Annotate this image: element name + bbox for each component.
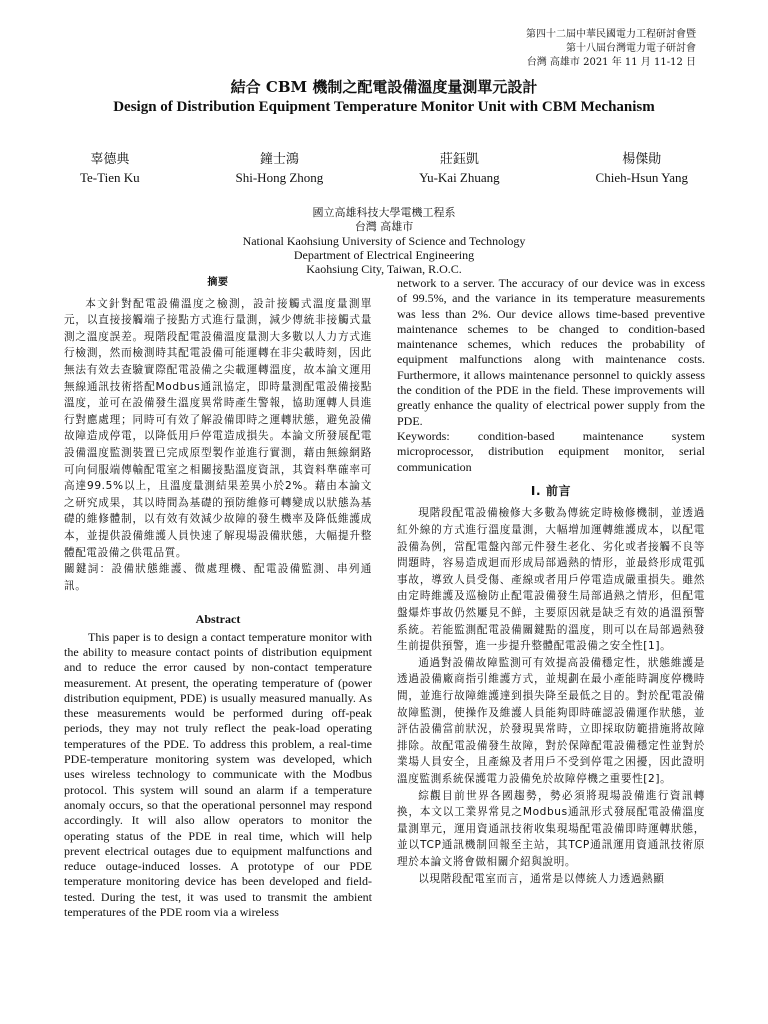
abstract-chinese-body: 本文針對配電設備溫度之檢測，設計接觸式溫度量測單元，以直接接觸端子接點方式進行量測，減少傳統非接觸式量測之溫度誤差。現階段配電設備溫度量測大多數以人力方式進行檢測，然而檢測時其配電設備可能運轉在非尖載時刻，因此無法有效去查驗實際配電設備之尖載運轉溫度，故本論文運用無線通訊技術搭配Modbus通訊協定，即時量測配電設備接點溫度，並可在設備發生溫度異常時產生警報，協助運轉人員進行對應處理；同時可有效了解設備即時之運轉狀態，避免設備故障造成停電，以降低用戶停電造成損失。本論文所發展配電設備溫度監測裝置已完成原型製作並進行實測，藉由無線網路可向伺服端傳輸配電室之相關接點溫度資訊，其資料準確率可高達99.5%以上，且溫度量測結果差異小於2%。藉由本論文之研究成果，其以時間為基礎的預防維修可轉變成以狀態為基礎的維修體制，以有效有效減少故障的發生機率及降低維護成本，並提供設備維護人員快速了解現場設備狀態，大幅提升整體配電設備之供電品質。 [64, 297, 372, 559]
section-1-paragraph-4: 以現階段配電室而言，通常是以傳統人力透過熱顯 [418, 872, 665, 885]
abstract-english-body-left: This paper is to design a contact temperature monitor with the ability to measure contact points of distribution equipment and to reduce the error caused by non-contact temperature measurement. At present, the operating temperature of (power distribution equipment, PDE) is usually measured manually. As these measurements would be performed during off-peak periods, they may not truly reflect the peak-load operating temperatures of the PDE. To address this problem, a real-time PDE-temperature monitoring system was developed, which uses wireless technology to communicate with the Modbus protocol. This system will sound an alarm if a temperature anomaly occurs, so that the operational personnel may respond accordingly. It will also allow operators to monitor the operating status of the PDE in real time, which will help prevent electrical outages due to equipment malfunctions and reduce outage-induced losses. A prototype of our PDE temperature monitoring device has been developed and field-tested. During the test, it was used to transmit the ambient temperatures of the PDE room via a wireless [64, 629, 372, 920]
section-1-paragraph-3: 綜觀目前世界各國趨勢，勢必須將現場設備進行資訊轉換，本文以工業界常見之Modbus通訊形式發展配電設備溫度量測單元，運用資通訊技術收集現場配電設備即時運轉狀態，並以TCP通訊機制回報至主站，其TCP通訊運用資通訊技術原理於本論文將會做相關介紹與說明。 [397, 789, 705, 868]
author-name-chinese: 鐘士鴻 [259, 152, 299, 167]
section-1-paragraph-1: 現階段配電設備檢修大多數為傳統定時檢修機制，並透過紅外線的方式進行溫度量測，大幅增加運轉維護成本，以配電設備為例，當配電盤內部元件發生老化、劣化或者接觸不良等問題時，容易造成迴而形成局部過熱的情形，並最終形成電弧事故，導致人員受傷、產線或者用戶停電造成嚴重損失。雖然由定時維護及巡檢防止配電設備發生局部過熱之情形，但配電盤爆炸事故仍然屢見不鮮，主要原因就是缺乏有效的過溫預警系統。若能監測配電設備關鍵點的溫度，則可以在局部過熱發生前提供預警，進一步提升整體配電設備之安全性[1]。 [397, 507, 705, 653]
conference-line-2: 第十八屆台灣電力電子研討會 [566, 43, 696, 54]
conference-line-3: 台灣 高雄市 2021 年 11 月 11-12 日 [526, 57, 696, 68]
paper-title-chinese: 結合 CBM 機制之配電設備溫度量測單元設計 [230, 78, 538, 96]
abstract-chinese-heading: 摘要 [207, 277, 229, 288]
affiliation-chinese-2: 台灣 高雄市 [354, 220, 414, 233]
abstract-english-body-right: network to a server. The accuracy of our device was in excess of 99.5%, and the variance in its temperature measurements was less than 2%. Our device allows time-based preventive maintenance schemes to be changed to condition-based maintenance schemes, which reduces the probability of equipment malfunctions along with maintenance costs. Furthermore, it allows maintenance personnel to quickly assess the condition of the PDE in the field. These improvements will greatly enhance the quality of electrical power supply from the PDE. [397, 276, 705, 428]
section-1-paragraph-2: 通過對設備故障監測可有效提高設備穩定性，狀態維護是透過設備廠商指引維護方式，並規劃在最小產能時調度停機時間，並進行故障維護達到損失降至最低之目的。對於配電設備故障監測，使操作及維護人員能夠即時確認設備運作狀態，並評估設備當前狀況，於發現異常時，立即採取防範措施將故障排除。故配電設備發生故障，對於保障配電設備穩定性並對於業場人員安全，且產線及者用戶不受到停電之困擾，因此證明溫度監測系統保護電力設備免於故障停機之重要性[2]。 [397, 656, 705, 785]
author-2 [236, 151, 324, 187]
conference-line-1: 第四十二屆中華民國電力工程研討會暨 [526, 29, 696, 40]
abstract-english-heading: Abstract [195, 612, 241, 627]
affiliation-english-1: National Kaohsiung University of Science and Technology [242, 234, 526, 248]
conference-header [526, 28, 696, 70]
author-name-english: Shi-Hong Zhong [235, 170, 324, 185]
author-4 [596, 151, 688, 187]
affiliation-english-3: Kaohsiung City, Taiwan, R.O.C. [306, 262, 462, 276]
author-name-chinese: 莊鈺凱 [439, 152, 479, 167]
paper-title-english: Design of Distribution Equipment Temperature Monitor Unit with CBM Mechanism [113, 99, 655, 115]
author-list [80, 151, 688, 187]
author-name-english: Chieh-Hsun Yang [595, 170, 688, 185]
affiliation-chinese-1: 國立高雄科技大學電機工程系 [312, 206, 456, 219]
affiliation-english-2: Department of Electrical Engineering [293, 248, 475, 262]
author-name-english: Yu-Kai Zhuang [419, 170, 500, 185]
keywords-english: Keywords: condition-based maintenance system microprocessor, distribution equipment monitor, serial communication [397, 428, 705, 474]
author-3 [419, 151, 500, 187]
section-1-heading: I. 前言 [530, 483, 572, 498]
affiliation [0, 206, 768, 276]
author-1 [80, 151, 140, 187]
left-column [64, 275, 372, 920]
author-name-english: Te-Tien Ku [80, 170, 140, 185]
right-column [397, 276, 705, 887]
author-name-chinese: 楊傑勛 [622, 152, 662, 167]
keywords-chinese: 關鍵詞：設備狀態維護、微處理機、配電設備監測、串列通訊。 [64, 563, 372, 592]
author-name-chinese: 辜德典 [90, 152, 130, 167]
